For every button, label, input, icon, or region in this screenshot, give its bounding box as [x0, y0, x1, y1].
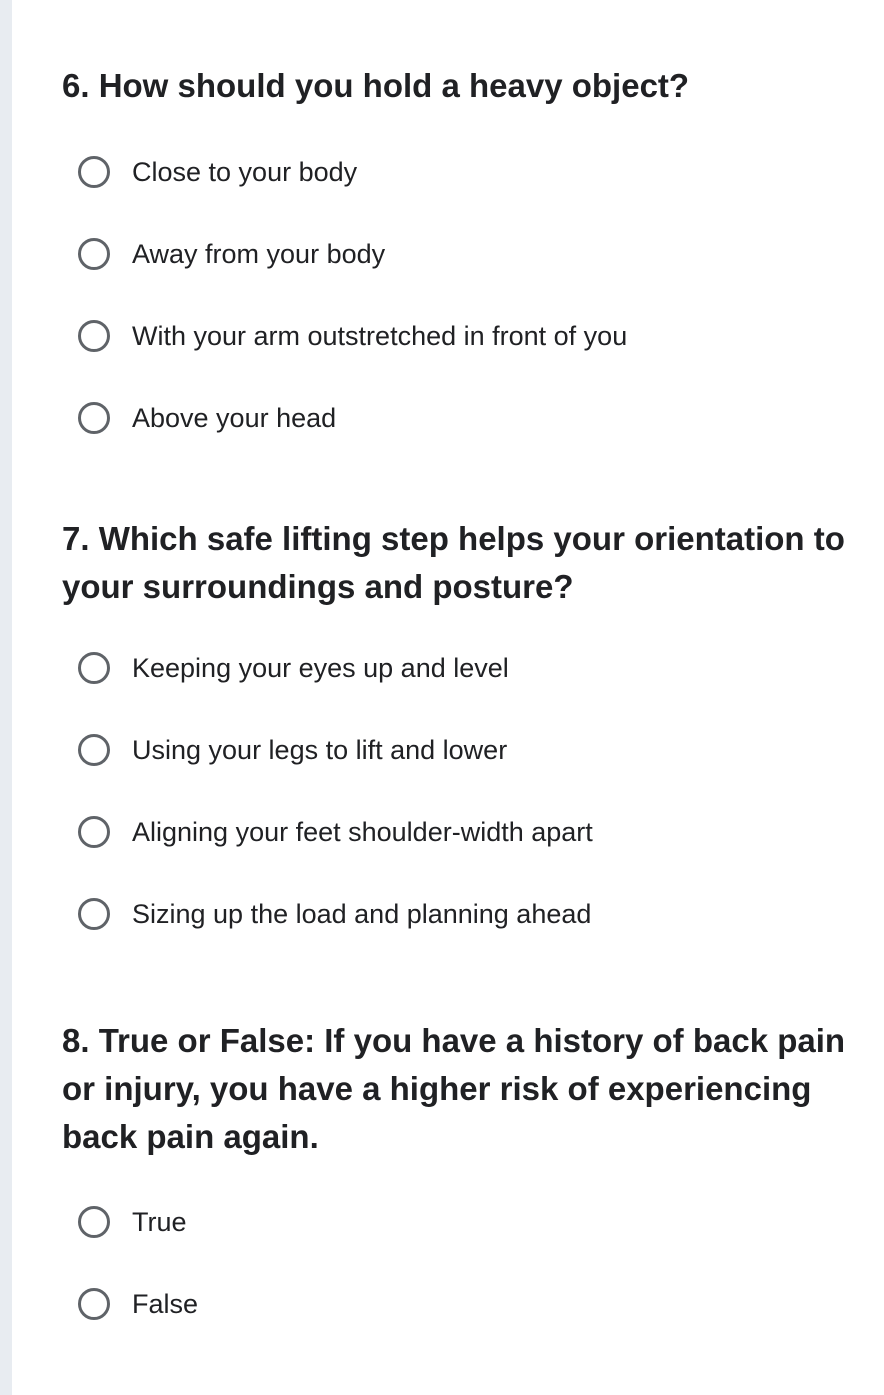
option-label: Close to your body — [132, 156, 358, 187]
question-8-options — [62, 1181, 877, 1345]
option-label: Aligning your feet shoulder-width apart — [132, 816, 593, 847]
option-eyes-up-level[interactable] — [62, 627, 877, 709]
question-8 — [62, 1017, 877, 1345]
option-label: Keeping your eyes up and level — [132, 652, 509, 683]
option-label: False — [132, 1288, 199, 1319]
option-label: Using your legs to lift and lower — [132, 734, 508, 765]
option-label: Above your head — [132, 402, 337, 433]
question-6-title: 6. How should you hold a heavy object? — [62, 67, 690, 104]
question-7-options — [62, 627, 877, 955]
option-arm-outstretched[interactable] — [62, 295, 877, 377]
radio-button-icon[interactable] — [78, 1206, 110, 1238]
option-false[interactable] — [62, 1263, 877, 1345]
radio-button-icon[interactable] — [78, 320, 110, 352]
option-close-to-body[interactable] — [62, 131, 877, 213]
option-use-legs[interactable] — [62, 709, 877, 791]
question-6-options — [62, 131, 877, 459]
option-label: Sizing up the load and planning ahead — [132, 898, 592, 929]
radio-button-icon[interactable] — [78, 816, 110, 848]
question-7 — [62, 515, 877, 955]
option-above-head[interactable] — [62, 377, 877, 459]
option-align-feet[interactable] — [62, 791, 877, 873]
radio-button-icon[interactable] — [78, 1288, 110, 1320]
option-label: True — [132, 1206, 187, 1237]
radio-button-icon[interactable] — [78, 734, 110, 766]
option-label: Away from your body — [132, 238, 386, 269]
radio-button-icon[interactable] — [78, 652, 110, 684]
question-6 — [62, 62, 877, 459]
question-7-title: 7. Which safe lifting step helps your orientation to your surroundings and posture? — [62, 520, 845, 605]
radio-button-icon[interactable] — [78, 402, 110, 434]
radio-button-icon[interactable] — [78, 898, 110, 930]
option-size-up-load[interactable] — [62, 873, 877, 955]
radio-button-icon[interactable] — [78, 238, 110, 270]
option-label: With your arm outstretched in front of you — [132, 320, 628, 351]
option-away-from-body[interactable] — [62, 213, 877, 295]
left-edge-strip — [0, 0, 12, 1395]
question-8-title: 8. True or False: If you have a history of back pain or injury, you have a higher risk of experiencing back pain again. — [62, 1022, 846, 1155]
radio-button-icon[interactable] — [78, 156, 110, 188]
option-true[interactable] — [62, 1181, 877, 1263]
